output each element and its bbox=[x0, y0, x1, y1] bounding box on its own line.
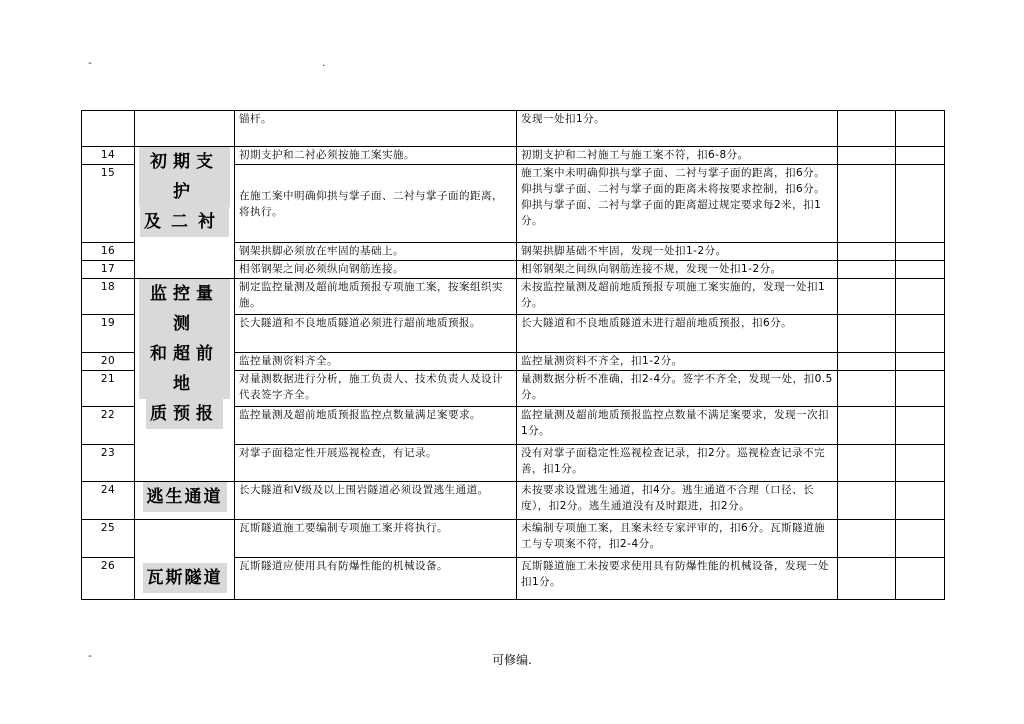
score-cell bbox=[838, 558, 896, 600]
remark-cell bbox=[896, 243, 945, 261]
penalty-cell: 初期支护和二衬施工与施工案不符，扣6-8分。 bbox=[517, 147, 838, 165]
remark-cell bbox=[896, 482, 945, 520]
score-cell bbox=[838, 482, 896, 520]
remark-cell bbox=[896, 353, 945, 371]
row-number: 24 bbox=[82, 482, 135, 520]
score-cell bbox=[838, 147, 896, 165]
score-cell bbox=[838, 445, 896, 482]
row-number: 26 bbox=[82, 558, 135, 600]
remark-cell bbox=[896, 371, 945, 407]
score-cell bbox=[838, 353, 896, 371]
remark-cell bbox=[896, 445, 945, 482]
score-cell bbox=[838, 371, 896, 407]
requirement-cell: 长大隧道和不良地质隧道必须进行超前地质预报。 bbox=[235, 315, 517, 353]
inspection-table bbox=[81, 110, 945, 600]
remark-cell bbox=[896, 558, 945, 600]
category-label: 监控量测 bbox=[139, 279, 230, 339]
table-row bbox=[82, 147, 945, 165]
score-cell bbox=[838, 315, 896, 353]
category-label: 和超前地 bbox=[139, 339, 230, 399]
remark-cell bbox=[896, 315, 945, 353]
row-number: 22 bbox=[82, 407, 135, 445]
row-number: 16 bbox=[82, 243, 135, 261]
row-number: 19 bbox=[82, 315, 135, 353]
penalty-cell: 量测数据分析不准确，扣2-4分。签字不齐全，发现一处，扣0.5分。 bbox=[517, 371, 838, 407]
penalty-cell: 相邻钢架之间纵向钢筋连接不规，发现一处扣1-2分。 bbox=[517, 261, 838, 279]
table-row bbox=[82, 111, 945, 147]
penalty-cell: 施工案中未明确仰拱与掌子面、二衬与掌子面的距离，扣6分。仰拱与掌子面、二衬与掌子面的距离未将按要求控制，扣6分。仰拱与掌子面、二衬与掌子面的距离超过规定要求每2米，扣1分。 bbox=[517, 165, 838, 243]
remark-cell bbox=[896, 165, 945, 243]
requirement-cell: 制定监控量测及超前地质预报专项施工案，按案组织实施。 bbox=[235, 279, 517, 315]
penalty-cell: 发现一处扣1分。 bbox=[517, 111, 838, 147]
remark-cell bbox=[896, 261, 945, 279]
category-label: 初期支护 bbox=[139, 147, 230, 207]
category-cell bbox=[135, 111, 235, 147]
requirement-cell: 相邻钢架之间必须纵向钢筋连接。 bbox=[235, 261, 517, 279]
remark-cell bbox=[896, 407, 945, 445]
category-label: 逃生通道 bbox=[143, 482, 227, 512]
penalty-cell: 监控量测资料不齐全，扣1-2分。 bbox=[517, 353, 838, 371]
requirement-cell: 对量测数据进行分析，施工负责人、技术负责人及设计代表签字齐全。 bbox=[235, 371, 517, 407]
remark-cell bbox=[896, 520, 945, 558]
requirement-cell: 长大隧道和Ⅴ级及以上围岩隧道必须设置逃生通道。 bbox=[235, 482, 517, 520]
category-support bbox=[135, 147, 235, 279]
penalty-cell: 监控量测及超前地质预报监控点数量不满足案要求，发现一次扣1分。 bbox=[517, 407, 838, 445]
penalty-cell: 没有对掌子面稳定性巡视检查记录，扣2分。巡视检查记录不完善，扣1分。 bbox=[517, 445, 838, 482]
score-cell bbox=[838, 407, 896, 445]
penalty-cell: 未按监控量测及超前地质预报专项施工案实施的，发现一处扣1分。 bbox=[517, 279, 838, 315]
footer-left-mark: - bbox=[88, 649, 92, 662]
row-number: 20 bbox=[82, 353, 135, 371]
requirement-cell: 监控量测资料齐全。 bbox=[235, 353, 517, 371]
table-row bbox=[82, 482, 945, 520]
score-cell bbox=[838, 111, 896, 147]
header-left-mark: - bbox=[88, 56, 92, 69]
header-center-mark: . bbox=[322, 56, 326, 69]
remark-cell bbox=[896, 111, 945, 147]
row-number bbox=[82, 111, 135, 147]
row-number: 25 bbox=[82, 520, 135, 558]
category-escape bbox=[135, 482, 235, 520]
requirement-cell: 锚杆。 bbox=[235, 111, 517, 147]
penalty-cell: 未按要求设置逃生通道，扣4分。逃生通道不合理（口径、长度），扣2分。逃生通道没有及时跟进，扣2分。 bbox=[517, 482, 838, 520]
category-label: 及二衬 bbox=[140, 207, 229, 237]
penalty-cell: 钢架拱脚基础不牢固，发现一处扣1-2分。 bbox=[517, 243, 838, 261]
table-row bbox=[82, 279, 945, 315]
requirement-cell: 对掌子面稳定性开展巡视检查，有记录。 bbox=[235, 445, 517, 482]
score-cell bbox=[838, 243, 896, 261]
score-cell bbox=[838, 520, 896, 558]
category-label: 质预报 bbox=[146, 399, 223, 429]
remark-cell bbox=[896, 279, 945, 315]
requirement-cell: 监控量测及超前地质预报监控点数量满足案要求。 bbox=[235, 407, 517, 445]
category-gas bbox=[135, 520, 235, 600]
score-cell bbox=[838, 279, 896, 315]
requirement-cell: 钢架拱脚必须放在牢固的基础上。 bbox=[235, 243, 517, 261]
penalty-cell: 长大隧道和不良地质隧道未进行超前地质预报，扣6分。 bbox=[517, 315, 838, 353]
row-number: 23 bbox=[82, 445, 135, 482]
category-monitoring bbox=[135, 279, 235, 482]
row-number: 21 bbox=[82, 371, 135, 407]
row-number: 17 bbox=[82, 261, 135, 279]
footer-text: 可修编. bbox=[492, 653, 532, 667]
requirement-cell: 初期支护和二衬必须按施工案实施。 bbox=[235, 147, 517, 165]
requirement-cell: 在施工案中明确仰拱与掌子面、二衬与掌子面的距离，将执行。 bbox=[235, 165, 517, 243]
penalty-cell: 未编制专项施工案，且案未经专家评审的，扣6分。瓦斯隧道施工与专项案不符，扣2-4分。 bbox=[517, 520, 838, 558]
row-number: 15 bbox=[82, 165, 135, 243]
penalty-cell: 瓦斯隧道施工未按要求使用具有防爆性能的机械设备，发现一处扣1分。 bbox=[517, 558, 838, 600]
score-cell bbox=[838, 261, 896, 279]
remark-cell bbox=[896, 147, 945, 165]
score-cell bbox=[838, 165, 896, 243]
requirement-cell: 瓦斯隧道应使用具有防爆性能的机械设备。 bbox=[235, 558, 517, 600]
row-number: 18 bbox=[82, 279, 135, 315]
row-number: 14 bbox=[82, 147, 135, 165]
requirement-cell: 瓦斯隧道施工要编制专项施工案并将执行。 bbox=[235, 520, 517, 558]
table-row bbox=[82, 520, 945, 558]
category-label: 瓦斯隧道 bbox=[143, 563, 227, 593]
